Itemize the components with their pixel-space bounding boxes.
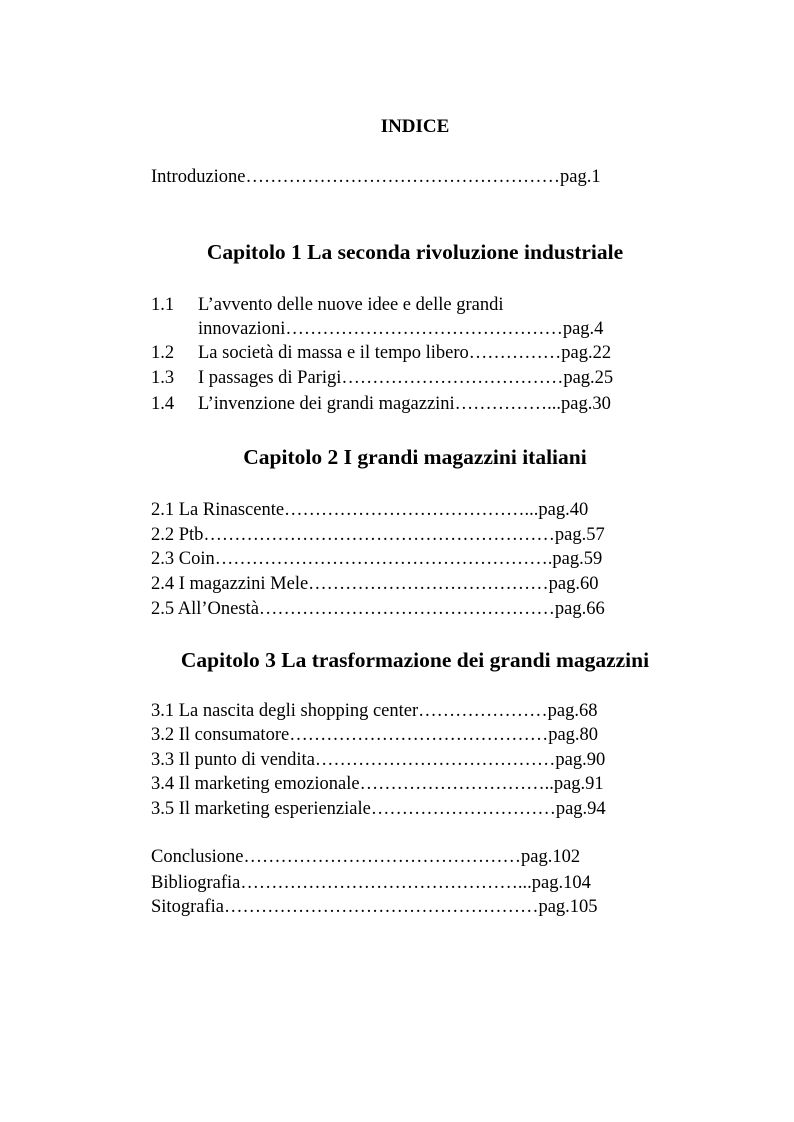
chapter-2-heading: Capitolo 2 I grandi magazzini italiani [243,445,587,469]
toc-entry-2-1: 2.1 La Rinascente…………………………………...pag.40 [151,500,589,520]
toc-entry-text: La società di massa e il tempo libero……………pag.22 [198,343,612,363]
toc-entry-3-5: 3.5 Il marketing esperienziale…………………………pag.94 [151,799,606,819]
toc-entry-2-4: 2.4 I magazzini Mele…………………………………pag.60 [151,574,599,594]
toc-entry-text: L’invenzione dei grandi magazzini……………...pag.30 [198,394,611,414]
toc-entry-3-4: 3.4 Il marketing emozionale…………………………..pag.91 [151,774,604,794]
toc-entry-number: 1.1 [151,295,175,315]
toc-entry-3-2: 3.2 Il consumatore……………………………………pag.80 [151,725,599,745]
toc-entry-1-1 [151,293,503,317]
toc-entry-3-3: 3.3 Il punto di vendita…………………………………pag.90 [151,750,606,770]
toc-entry-1-1-continuation: innovazioni………………………………………pag.4 [198,319,604,339]
toc-entry-bibliografia: Bibliografia………………………………………...pag.104 [151,873,591,893]
index-title: INDICE [380,116,450,137]
chapter-3-heading: Capitolo 3 La trasformazione dei grandi magazzini [180,648,650,672]
toc-entry-number: 1.2 [151,343,175,363]
toc-entry-1-3 [151,366,613,390]
toc-entry-number: 1.4 [151,394,175,414]
toc-entry-sitografia: Sitografia……………………………………………pag.105 [151,897,598,917]
toc-entry-2-2: 2.2 Ptb…………………………………………………pag.57 [151,525,605,545]
toc-entry-1-4 [151,392,611,416]
toc-entry-introduction: Introduzione……………………………………………pag.1 [151,167,601,187]
toc-entry-text: L’avvento delle nuove idee e delle grandi [198,295,504,315]
chapter-1-heading: Capitolo 1 La seconda rivoluzione industriale [206,240,624,264]
toc-entry-text: I passages di Parigi………………………………pag.25 [198,368,614,388]
toc-entry-3-1: 3.1 La nascita degli shopping center…………………pag.68 [151,701,598,721]
toc-entry-2-3: 2.3 Coin……………………………………………….pag.59 [151,549,603,569]
toc-entry-2-5: 2.5 All’Onestà…………………………………………pag.66 [151,599,605,619]
toc-entry-1-2 [151,341,611,365]
toc-entry-conclusione: Conclusione………………………………………pag.102 [151,847,581,867]
toc-entry-number: 1.3 [151,368,175,388]
